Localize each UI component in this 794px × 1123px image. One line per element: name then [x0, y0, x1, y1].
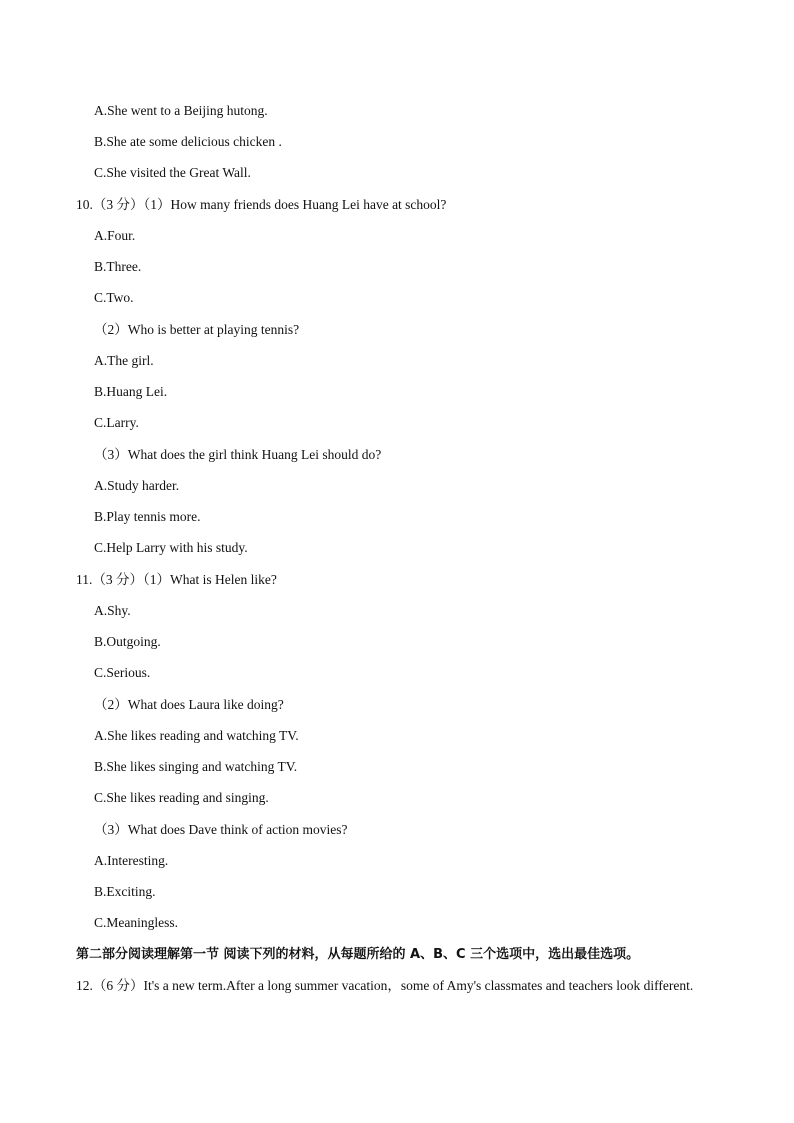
q9-option-c: C.She visited the Great Wall. — [94, 165, 251, 180]
q11-3-option-c: C.Meaningless. — [94, 915, 178, 930]
q11-1-option-c: C.Serious. — [94, 665, 151, 680]
q11-2-option-b: B.She likes singing and watching TV. — [94, 759, 298, 774]
q10-2-option-a: A.The girl. — [94, 353, 154, 368]
q11-3-option-a: A.Interesting. — [94, 853, 169, 868]
q10-header: 10.（3 分）（1）How many friends does Huang Lei have at school? — [76, 197, 447, 212]
q11-3-option-b: B.Exciting. — [94, 884, 156, 899]
q10-2-option-b: B.Huang Lei. — [94, 384, 168, 399]
q11-1-option-a: A.Shy. — [94, 603, 131, 618]
q11-2-option-a: A.She likes reading and watching TV. — [94, 728, 299, 743]
q11-2-question: （2）What does Laura like doing? — [94, 697, 284, 712]
q10-3-option-a: A.Study harder. — [94, 478, 180, 493]
q11-2-option-c: C.She likes reading and singing. — [94, 790, 269, 805]
q9-option-a: A.She went to a Beijing hutong. — [94, 103, 268, 118]
q10-1-option-b: B.Three. — [94, 259, 142, 274]
q10-3-option-c: C.Help Larry with his study. — [94, 540, 248, 555]
q10-2-option-c: C.Larry. — [94, 415, 139, 430]
q11-1-option-b: B.Outgoing. — [94, 634, 161, 649]
q10-2-question: （2）Who is better at playing tennis? — [94, 322, 300, 337]
q9-option-b: B.She ate some delicious chicken . — [94, 134, 282, 149]
q10-1-option-c: C.Two. — [94, 290, 134, 305]
q12-header: 12.（6 分）It's a new term.After a long summer vacation，some of Amy's classmates and teachers look different. — [76, 978, 694, 993]
section-2-heading: 第二部分阅读理解第一节 阅读下列的材料，从每题所给的 A、B、C 三个选项中，选出最佳选项。 — [76, 947, 640, 962]
q11-3-question: （3）What does Dave think of action movies? — [94, 822, 348, 837]
q11-header: 11.（3 分）（1）What is Helen like? — [76, 572, 277, 587]
q10-3-option-b: B.Play tennis more. — [94, 509, 201, 524]
q10-3-question: （3）What does the girl think Huang Lei should do? — [94, 447, 382, 462]
q10-1-option-a: A.Four. — [94, 228, 136, 243]
